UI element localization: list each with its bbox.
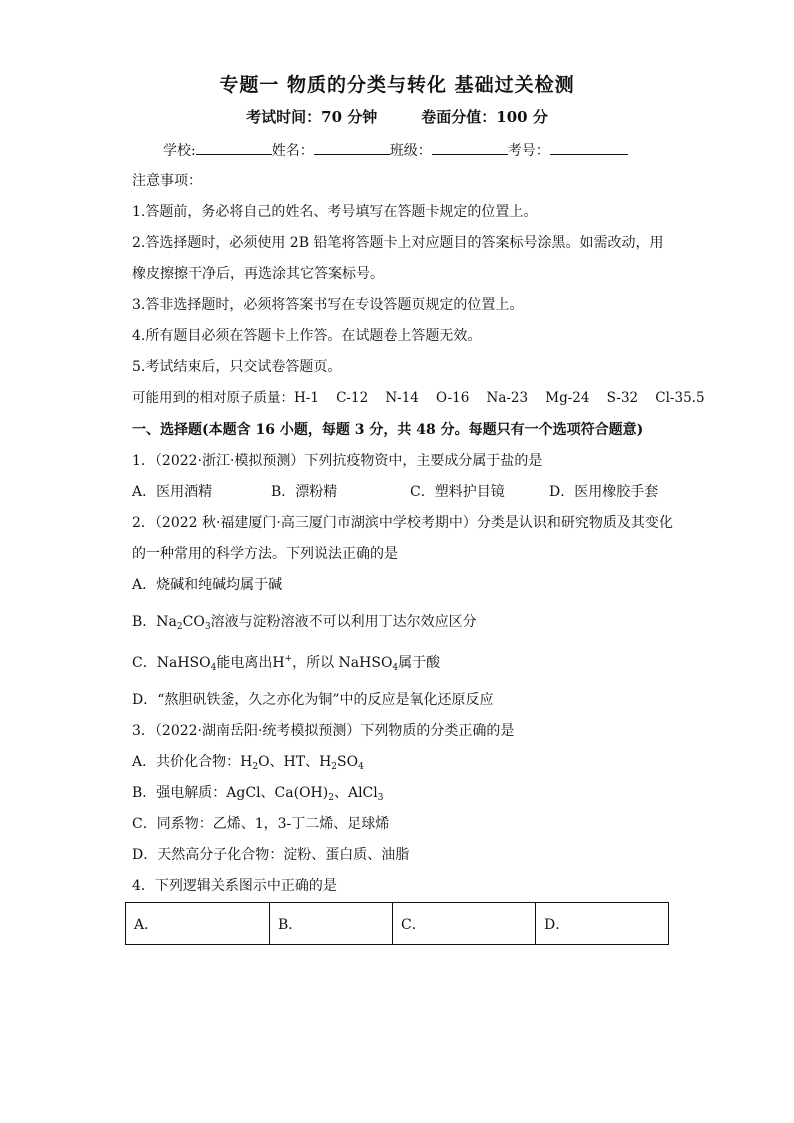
q4-option-b[interactable]: B． — [270, 903, 393, 945]
exam-meta — [0, 106, 794, 127]
note-item: 橡皮擦擦干净后，再选涂其它答案标号。 — [132, 266, 384, 282]
question-2-stem-cont: 的一种常用的科学方法。下列说法正确的是 — [132, 546, 398, 562]
option-text: A．共价化合物：H — [132, 754, 253, 770]
subscript: 2 — [252, 762, 259, 772]
exam-time: 考试时间：70 分钟 — [246, 108, 378, 126]
notes-heading: 注意事项： — [132, 173, 202, 189]
q1-option-d[interactable]: D．医用橡胶手套 — [549, 484, 659, 500]
note-item: 2.答选择题时，必须使用 2B 铅笔将答题卡上对应题目的答案标号涂黑。如需改动，用 — [132, 235, 664, 251]
formula-part: SO — [337, 754, 359, 770]
subscript: 2 — [176, 622, 183, 632]
option-letter: C． — [132, 655, 157, 671]
school-blank[interactable] — [196, 140, 272, 155]
q2-option-b[interactable] — [132, 612, 477, 632]
class-blank[interactable] — [432, 140, 508, 155]
note-item: 4.所有题目必须在答题卡上作答。在试题卷上答题无效。 — [132, 328, 482, 344]
page-title: 专题一 物质的分类与转化 基础过关检测 — [219, 74, 575, 96]
q3-option-d[interactable]: D．天然高分子化合物：淀粉、蛋白质、油脂 — [132, 847, 410, 863]
q3-option-c[interactable]: C．同系物：乙烯、1，3-丁二烯、足球烯 — [132, 816, 390, 832]
q1-option-a[interactable]: A．医用酒精 — [132, 484, 213, 500]
q1-option-c[interactable]: C．塑料护目镜 — [410, 484, 505, 500]
question-1-stem: 1．（2022·浙江·模拟预测）下列抗疫物资中，主要成分属于盐的是 — [132, 453, 543, 469]
q3-option-b[interactable] — [132, 783, 383, 803]
formula-part: Na — [156, 614, 177, 630]
q2-option-d[interactable]: D．“熬胆矾铁釜，久之亦化为铜”中的反应是氧化还原反应 — [132, 692, 494, 708]
option-text: O、HT、H — [258, 754, 332, 770]
formula-part: CO — [182, 614, 205, 630]
exam-no-blank[interactable] — [550, 140, 628, 155]
exam-no-label: 考号： — [507, 143, 550, 159]
subscript: 2 — [331, 762, 338, 772]
q4-options-table — [125, 902, 669, 945]
note-item: 1.答题前，务必将自己的姓名、考号填写在答题卡规定的位置上。 — [132, 204, 538, 220]
formula-part: H — [272, 655, 285, 671]
subscript: 2 — [328, 793, 334, 803]
subscript: 4 — [210, 663, 217, 673]
name-blank[interactable] — [314, 140, 390, 155]
question-4-stem: 4．下列逻辑关系图示中正确的是 — [132, 878, 337, 894]
name-label: 姓名： — [271, 143, 314, 159]
option-text: 溶液与淀粉溶液不可以利用丁达尔效应区分 — [210, 614, 477, 630]
note-item: 3.答非选择题时，必须将答案书写在专设答题页规定的位置上。 — [132, 297, 524, 313]
option-text: 属于酸 — [398, 655, 441, 671]
school-label: 学校: — [163, 143, 196, 159]
note-item: 5.考试结束后，只交试卷答题页。 — [132, 359, 342, 375]
option-letter: B． — [132, 614, 157, 630]
formula-part: NaHSO — [338, 655, 393, 671]
option-text: 能电离出 — [216, 655, 273, 671]
class-label: 班级： — [389, 143, 432, 159]
superscript: + — [284, 654, 293, 664]
full-score: 卷面分值：100 分 — [421, 108, 548, 126]
section-heading: 一、选择题(本题含 16 小题，每题 3 分，共 48 分。每题只有一个选项符合题意) — [132, 422, 644, 438]
question-3-stem: 3．（2022·湖南岳阳·统考模拟预测）下列物质的分类正确的是 — [132, 723, 515, 739]
question-2-stem: 2．（2022 秋·福建厦门·高三厦门市湖滨中学校考期中）分类是认识和研究物质及其变化 — [132, 515, 673, 531]
subscript: 4 — [358, 762, 364, 772]
option-text: B．强电解质：AgCl、Ca(OH) — [132, 785, 329, 801]
option-text: 、AlCl — [333, 785, 378, 801]
q2-option-c[interactable] — [132, 653, 440, 673]
q4-option-d[interactable]: D． — [536, 903, 669, 945]
q3-option-a[interactable] — [132, 752, 364, 772]
q4-option-a[interactable]: A． — [126, 903, 270, 945]
atomic-mass-line: 可能用到的相对原子质量：H-1 C-12 N-14 O-16 Na-23 Mg-24 S-32 Cl-35.5 — [132, 390, 705, 406]
student-info-row — [163, 140, 628, 161]
subscript: 3 — [204, 622, 211, 632]
option-text: ，所以 — [292, 655, 339, 671]
formula-part: NaHSO — [156, 655, 211, 671]
q2-option-a[interactable]: A．烧碱和纯碱均属于碱 — [132, 577, 283, 593]
q1-option-b[interactable]: B．漂粉精 — [271, 484, 338, 500]
subscript: 4 — [392, 663, 399, 673]
q4-option-c[interactable]: C． — [393, 903, 536, 945]
subscript: 3 — [377, 793, 384, 803]
